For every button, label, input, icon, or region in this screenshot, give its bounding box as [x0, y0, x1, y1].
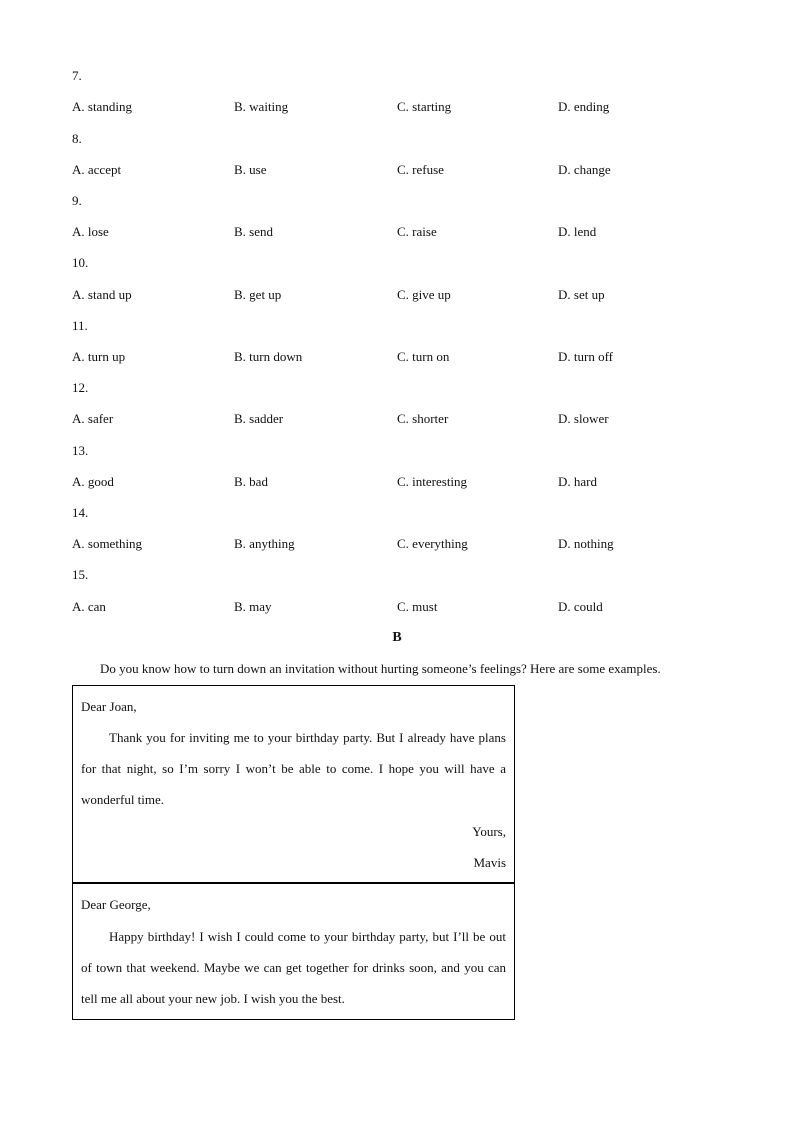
option-c: C. raise: [397, 224, 437, 239]
question-number: 8.: [72, 131, 82, 146]
option-d: D. change: [558, 162, 611, 177]
option-b: B. use: [234, 162, 267, 177]
option-b: B. sadder: [234, 411, 284, 426]
option-d: D. turn off: [558, 349, 614, 364]
option-c: C. everything: [397, 536, 468, 551]
option-a: A. accept: [72, 162, 122, 177]
letter-box: [72, 883, 515, 1020]
option-b: B. anything: [234, 536, 295, 551]
letter-salutation: Dear George,: [81, 897, 151, 912]
question-number: 15.: [72, 567, 89, 582]
question-number: 14.: [72, 505, 89, 520]
option-b: B. waiting: [234, 99, 289, 114]
option-d: D. hard: [558, 474, 597, 489]
option-a: A. lose: [72, 224, 109, 239]
option-a: A. turn up: [72, 349, 126, 364]
option-b: B. bad: [234, 474, 268, 489]
letter-signature: Mavis: [473, 855, 506, 870]
question-number: 9.: [72, 193, 82, 208]
option-b: B. may: [234, 599, 272, 614]
question-number: 12.: [72, 380, 89, 395]
option-d: D. set up: [558, 287, 605, 302]
option-a: A. standing: [72, 99, 132, 114]
letter-salutation: Dear Joan,: [81, 699, 137, 714]
option-c: C. interesting: [397, 474, 468, 489]
option-b: B. turn down: [234, 349, 303, 364]
option-b: B. get up: [234, 287, 282, 302]
option-d: D. lend: [558, 224, 597, 239]
letter-body: Happy birthday! I wish I could come to your birthday party, but I’ll be out of town that weekend. Maybe we can get together for drinks soon, and you can tell me all about your new job. I wish you the best.: [81, 929, 506, 1006]
option-d: D. slower: [558, 411, 609, 426]
option-a: A. stand up: [72, 287, 132, 302]
letter-closing: Yours,: [472, 824, 506, 839]
option-c: C. starting: [397, 99, 452, 114]
option-c: C. must: [397, 599, 438, 614]
question-number: 7.: [72, 68, 82, 83]
option-c: C. shorter: [397, 411, 449, 426]
option-d: D. could: [558, 599, 603, 614]
option-d: D. ending: [558, 99, 610, 114]
section-title: B: [392, 630, 402, 645]
option-a: A. can: [72, 599, 106, 614]
section-intro: Do you know how to turn down an invitation without hurting someone’s feelings? Here are some examples.: [100, 661, 661, 676]
option-c: C. turn on: [397, 349, 450, 364]
question-number: 10.: [72, 255, 89, 270]
letter-body: Thank you for inviting me to your birthday party. But I already have plans for that night, so I’m sorry I won’t be able to come. I hope you will have a wonderful time.: [81, 730, 506, 807]
option-a: A. something: [72, 536, 143, 551]
question-number: 11.: [72, 318, 88, 333]
option-a: A. good: [72, 474, 114, 489]
question-number: 13.: [72, 443, 89, 458]
letter-box: [72, 685, 515, 883]
option-b: B. send: [234, 224, 273, 239]
option-d: D. nothing: [558, 536, 614, 551]
option-a: A. safer: [72, 411, 114, 426]
option-c: C. refuse: [397, 162, 444, 177]
option-c: C. give up: [397, 287, 451, 302]
